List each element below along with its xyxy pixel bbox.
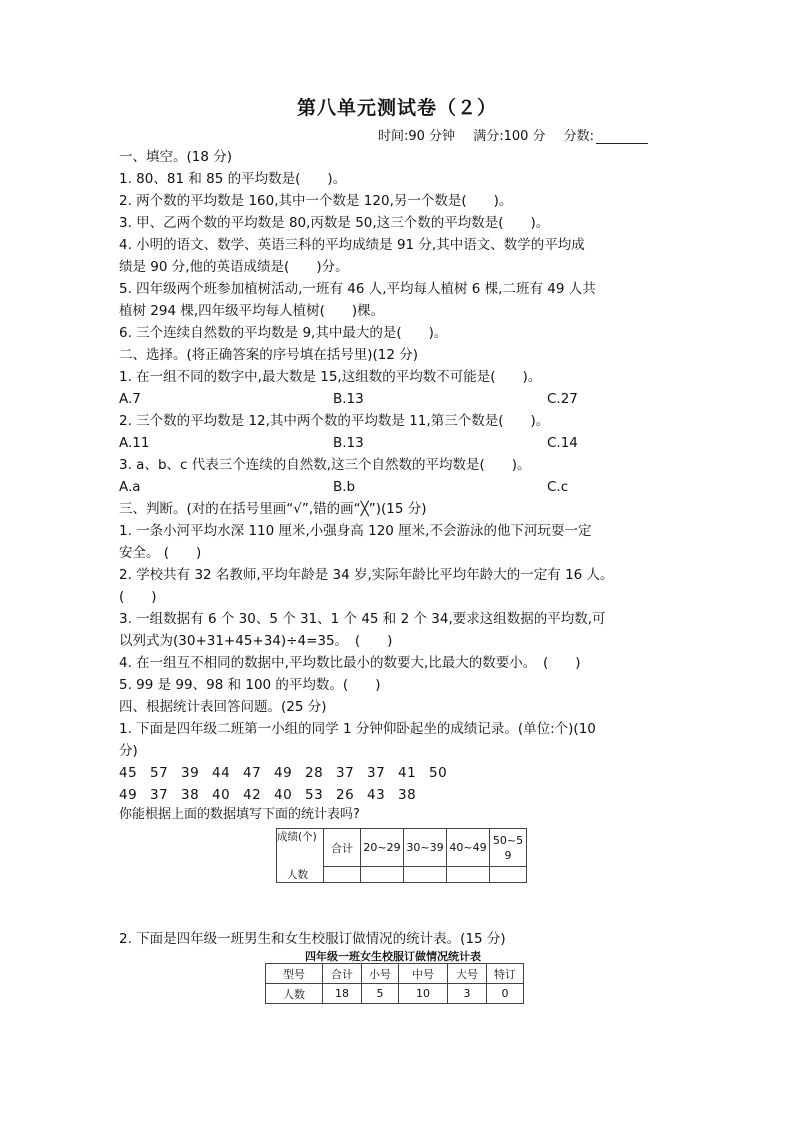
table-header-score: 成绩(个) [277, 829, 324, 867]
table-header: 特订 [487, 964, 524, 984]
s3-q1-line1: 1. 一条小河平均水深 110 厘米,小强身高 120 厘米,不会游泳的他下河玩耍一定 [119, 523, 592, 539]
option-a: A.11 [119, 435, 150, 451]
table-cell: 0 [487, 984, 524, 1004]
table-header-range: 20~29 [361, 829, 404, 867]
table-cell-blank[interactable] [324, 867, 361, 883]
s1-q5-line2: 植树 294 棵,四年级平均每人植树( )棵。 [119, 303, 385, 319]
table-cell: 5 [362, 984, 399, 1004]
data-value: 37 [367, 765, 386, 781]
data-value: 45 [119, 765, 138, 781]
option-c: C.14 [547, 435, 578, 451]
data-value: 57 [150, 765, 169, 781]
table-header: 中号 [399, 964, 448, 984]
score-label: 分数: [563, 129, 595, 144]
range-line-2: 9 [504, 848, 512, 862]
data-value: 40 [212, 787, 231, 803]
s2-q2-options [119, 432, 679, 454]
s2-q3: 3. a、b、c 代表三个连续的自然数,这三个自然数的平均数是( )。 [119, 457, 531, 473]
section-4-heading: 四、根据统计表回答问题。(25 分) [119, 699, 327, 715]
data-value: 49 [119, 787, 138, 803]
section-2-heading: 二、选择。(将正确答案的序号填在括号里)(12 分) [119, 347, 419, 363]
time-label: 时间:90 分钟 [378, 129, 456, 144]
s1-q6: 6. 三个连续自然数的平均数是 9,其中最大的是( )。 [119, 325, 448, 341]
s1-q4-line2: 绩是 90 分,他的英语成绩是( )分。 [119, 259, 349, 275]
table-cell: 10 [399, 984, 448, 1004]
score-blank [596, 129, 648, 144]
s4-q1-line2: 分) [119, 743, 138, 759]
table-cell-blank[interactable] [447, 867, 490, 883]
section-3-heading: 三、判断。(对的在括号里画“√”,错的画“╳”)(15 分) [119, 501, 427, 517]
s4-q2: 2. 下面是四年级一班男生和女生校服订做情况的统计表。(15 分) [119, 931, 506, 947]
table-header: 合计 [323, 964, 362, 984]
s4-q1-line1: 1. 下面是四年级二班第一小组的同学 1 分钟仰卧起坐的成绩记录。(单位:个)(10 [119, 721, 596, 737]
table-cell-blank[interactable] [490, 867, 527, 883]
data-value: 44 [212, 765, 231, 781]
table-header: 小号 [362, 964, 399, 984]
uniform-order-table [265, 963, 524, 1004]
data-value: 38 [181, 787, 200, 803]
data-value: 37 [336, 765, 355, 781]
exam-meta [378, 125, 662, 144]
full-score-label: 满分:100 分 [473, 129, 546, 144]
s2-q1-options [119, 388, 679, 410]
s3-q5: 5. 99 是 99、98 和 100 的平均数。( ) [119, 677, 381, 693]
exam-content [119, 146, 679, 824]
table-header: 大号 [448, 964, 487, 984]
table-header-range [490, 829, 527, 867]
table-header-total: 合计 [324, 829, 361, 867]
s1-q5-line1: 5. 四年级两个班参加植树活动,一班有 46 人,平均每人植树 6 棵,二班有 49 人共 [119, 281, 596, 297]
s2-q3-options [119, 476, 679, 498]
s1-q1: 1. 80、81 和 85 的平均数是( )。 [119, 171, 347, 187]
s1-q3: 3. 甲、乙两个数的平均数是 80,丙数是 50,这三个数的平均数是( )。 [119, 215, 550, 231]
s4-ask: 你能根据上面的数据填写下面的统计表吗? [119, 807, 360, 822]
data-value: 49 [274, 765, 293, 781]
table-cell: 3 [448, 984, 487, 1004]
s3-q4: 4. 在一组互不相同的数据中,平均数比最小的数要大,比最大的数要小。 ( ) [119, 655, 581, 671]
score-data-row-1 [119, 762, 679, 784]
data-value: 40 [274, 787, 293, 803]
range-line-1: 50~5 [492, 833, 524, 847]
s3-q2-line1: 2. 学校共有 32 名教师,平均年龄是 34 岁,实际年龄比平均年龄大的一定有 16 人。 [119, 567, 614, 583]
data-value: 43 [367, 787, 386, 803]
option-b: B.13 [333, 391, 364, 407]
option-a: A.a [119, 479, 141, 495]
table-row-label: 人数 [277, 867, 324, 883]
s2-q1: 1. 在一组不同的数字中,最大数是 15,这组数的平均数不可能是( )。 [119, 369, 542, 385]
data-value: 37 [150, 787, 169, 803]
score-data-row-2 [119, 784, 679, 806]
s3-q2-line2: ( ) [119, 589, 157, 605]
option-a: A.7 [119, 391, 141, 407]
s2-q2: 2. 三个数的平均数是 12,其中两个数的平均数是 11,第三个数是( )。 [119, 413, 550, 429]
table-header-range: 30~39 [404, 829, 447, 867]
s1-q4-line1: 4. 小明的语文、数学、英语三科的平均成绩是 91 分,其中语文、数学的平均成 [119, 237, 585, 253]
table-cell-blank[interactable] [404, 867, 447, 883]
table-cell: 18 [323, 984, 362, 1004]
table-header: 型号 [266, 964, 323, 984]
table-row-label: 人数 [266, 984, 323, 1004]
data-value: 39 [181, 765, 200, 781]
s3-q3-line2: 以列式为(30+31+45+34)÷4=35。 ( ) [119, 633, 393, 649]
table-header-range: 40~49 [447, 829, 490, 867]
page-title: 第八单元测试卷（２） [296, 97, 497, 119]
data-value: 53 [305, 787, 324, 803]
s3-q1-line2: 安全。 ( ) [119, 545, 202, 561]
option-b: B.13 [333, 435, 364, 451]
data-value: 50 [429, 765, 448, 781]
option-c: C.27 [547, 391, 578, 407]
data-value: 41 [398, 765, 417, 781]
data-value: 28 [305, 765, 324, 781]
data-value: 42 [243, 787, 262, 803]
s3-q3-line1: 3. 一组数据有 6 个 30、5 个 31、1 个 45 和 2 个 34,要求这组数据的平均数,可 [119, 611, 606, 627]
data-value: 38 [398, 787, 417, 803]
table-caption: 四年级一班女生校服订做情况统计表 [305, 950, 481, 963]
data-value: 26 [336, 787, 355, 803]
score-frequency-table [276, 828, 527, 883]
section-1-heading: 一、填空。(18 分) [119, 149, 233, 165]
table-cell-blank[interactable] [361, 867, 404, 883]
option-c: C.c [547, 479, 569, 495]
data-value: 47 [243, 765, 262, 781]
s1-q2: 2. 两个数的平均数是 160,其中一个数是 120,另一个数是( )。 [119, 193, 513, 209]
option-b: B.b [333, 479, 356, 495]
